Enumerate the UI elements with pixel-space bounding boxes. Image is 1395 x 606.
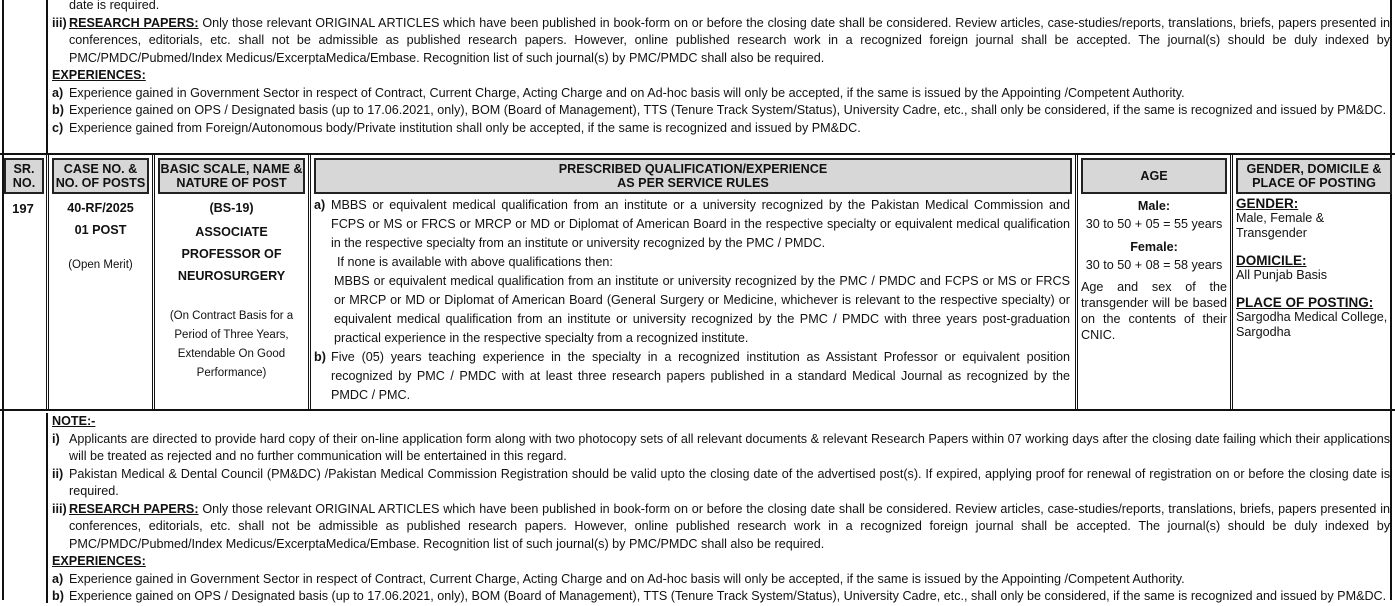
notes-section	[46, 413, 1390, 603]
experience-item: b) Experience gained on OPS / Designated basis (up to 17.06.2021, only), BOM (Board of Management), TTS (Tenure Track System/Status), University Cadre, etc., shall only be considered, if the same is recognized and issued by PM&DC.	[52, 589, 1387, 603]
gender-label: GENDER:	[1236, 196, 1299, 211]
qualification-alt: MBBS or equivalent medical qualification from an institute or university recognized by the PMC / PMDC and FCPS or MS or FRCS or MRCP or MD or Diplomat of American Board (General Surgery or Medicine, whichever is relevant to the respective specialty) or equivalent medical qualification from an institute or university recognized by the PMC / PMDC with three years post-graduation practical experience in the respective specialty from a recognized institute.	[334, 274, 1070, 345]
merit-type: (Open Merit)	[68, 259, 133, 271]
research-papers-note: iii) RESEARCH PAPERS: Only those relevant ORIGINAL ARTICLES which have been published in book-form on or before the closing date shall be considered. Review articles, case-studies/reports, translations, briefs, papers presented in conferences, editorials, etc. shall not be admissible as published research papers. However, online published research work in a recognized foreign journal shall be accepted. The journal(s) should be duly indexed by PMC/PMDC/Pubmed/Index Medicus/ExcerptaMedica/Embase. Recognition list of such journal(s) by PMC/PMDC shall also be required.	[52, 15, 1390, 65]
case-header: CASE NO. & NO. OF POSTS	[52, 158, 149, 194]
gender-value: Male, Female & Transgender	[1236, 211, 1325, 240]
research-papers-note: iii) RESEARCH PAPERS: Only those relevant ORIGINAL ARTICLES which have been published in book-form on or before the closing date shall be considered. Review articles, case-studies/reports, translations, briefs, papers presented in conferences, editorials, etc. shall not be admissible as published research papers. However, online published research work in a recognized foreign journal shall be accepted. The journal(s) should be duly indexed by PMC/PMDC/Pubmed/Index Medicus/ExcerptaMedica/Embase. Recognition list of such journal(s) by PMC/PMDC shall also be required.	[52, 501, 1390, 551]
qualification-text: a) MBBS or equivalent medical qualification from an institute or a university recognized by the Pakistan Medical Commission and FCPS or MS or FRCS or MRCP or MD or Diplomat of American Board in the respective specialty or equivalent medical qualification in the respective specialty from an institute or university recognized by the PMC / PMDC. If none is available with above qualifications then: MBBS or equivalent medical qualification from an institute or university recognized by the PMC / PMDC and FCPS or MS or FRCS or MRCP or MD or Diplomat of American Board (General Surgery or Medicine, whichever is relevant to the respective specialty) or equivalent medical qualification from an institute or university recognized by the PMC / PMDC with three years post-graduation practical experience in the respective specialty from a recognized institute. b) Five (05) years teaching experience in the specialty in a recognized institution as Assistant Professor or equivalent position recognized by PMC / PMDC with at least three research papers published in a standard Medical Journal as recognized by the PMDC / PMC.	[311, 194, 1075, 405]
age-header: AGE	[1081, 158, 1227, 194]
sr-header: SR. NO.	[4, 158, 44, 194]
scale-column	[152, 155, 308, 409]
post-name: ASSOCIATE PROFESSOR OF NEUROSURGERY	[177, 224, 286, 283]
experience-item: c) Experience gained from Foreign/Autonomous body/Private institution shall only be accepted, if the same is recognized and issued by PM&DC.	[52, 120, 861, 135]
note-continuation: date is required.	[69, 0, 160, 12]
scale-header: BASIC SCALE, NAME & NATURE OF POST	[158, 158, 305, 194]
experience-item: b) Experience gained on OPS / Designated basis (up to 17.06.2021, only), BOM (Board of Management), TTS (Tenure Track System/Status), University Cadre, etc., shall only be considered, if the same is recognized and issued by PM&DC.	[52, 103, 1387, 117]
experiences-title: EXPERIENCES:	[52, 554, 146, 568]
age-note: Age and sex of the transgender will be based on the contents of their CNIC.	[1081, 280, 1227, 342]
qualification-alt-intro: If none is available with above qualifications then:	[337, 255, 613, 269]
experience-item: a) Experience gained in Government Sector in respect of Contract, Current Charge, Acting Charge and on Ad-hoc basis will only be accepted, if the same is issued by the Appointing /Competent Authority.	[52, 571, 1185, 586]
domicile-value: All Punjab Basis	[1236, 268, 1328, 282]
sr-column	[0, 155, 46, 409]
previous-notes-section	[46, 0, 1390, 153]
basic-scale: (BS-19)	[209, 201, 254, 215]
qualification-column	[308, 155, 1075, 409]
age-female: 30 to 50 + 08 = 58 years	[1085, 257, 1223, 272]
experience-item: a) Experience gained in Government Sector in respect of Contract, Current Charge, Acting Charge and on Ad-hoc basis will only be accepted, if the same is issued by the Appointing /Competent Authority.	[52, 85, 1185, 100]
gender-column	[1230, 155, 1395, 409]
gender-header: GENDER, DOMICILE & PLACE OF POSTING	[1236, 158, 1392, 194]
age-male-label: Male:	[1137, 199, 1171, 213]
note-item: ii) Pakistan Medical & Dental Council (PM&DC) /Pakistan Medical Commission Registration should be valid upto the closing date of the advertised post(s). If expired, applying proof for renewal of registration on or before the closing date is required.	[52, 466, 1390, 498]
age-column	[1075, 155, 1230, 409]
posting-label: PLACE OF POSTING:	[1236, 295, 1374, 310]
posting-value: Sargodha Medical College, Sargodha	[1236, 310, 1388, 339]
domicile-label: DOMICILE:	[1236, 253, 1307, 268]
experiences-title: EXPERIENCES:	[52, 68, 146, 82]
case-column	[46, 155, 152, 409]
qualification-a: MBBS or equivalent medical qualification from an institute or a university recognized by the Pakistan Medical Commission and FCPS or MS or FRCS or MRCP or MD or Diplomat of American Board in the respective specialty or equivalent medical qualification in the respective specialty from an institute or university recognized by the PMC / PMDC.	[331, 198, 1070, 250]
note-item: i) Applicants are directed to provide hard copy of their on-line application form along with two photocopy sets of all relevant documents & relevant Research Papers within 07 working days after the closing date failing which their applications will be treated as rejected and no further communication will be entertained in this regard.	[52, 431, 1390, 463]
case-number: 40-RF/2025	[67, 201, 134, 215]
age-male: 30 to 50 + 05 = 55 years	[1085, 216, 1223, 231]
number-of-posts: 01 POST	[74, 222, 127, 237]
sr-number: 197	[12, 201, 34, 216]
qualification-header: PRESCRIBED QUALIFICATION/EXPERIENCE AS PER SERVICE RULES	[314, 158, 1072, 194]
post-row	[0, 153, 1395, 411]
qualification-b: Five (05) years teaching experience in the specialty in a recognized institution as Assistant Professor or equivalent position recognized by PMC / PMDC with at least three research papers published in a standard Medical Journal as recognized by the PMDC / PMC.	[331, 350, 1070, 402]
age-female-label: Female:	[1130, 240, 1178, 254]
post-nature: (On Contract Basis for a Period of Three Years, Extendable On Good Performance)	[169, 309, 294, 379]
notes-title: NOTE:-	[52, 414, 96, 428]
